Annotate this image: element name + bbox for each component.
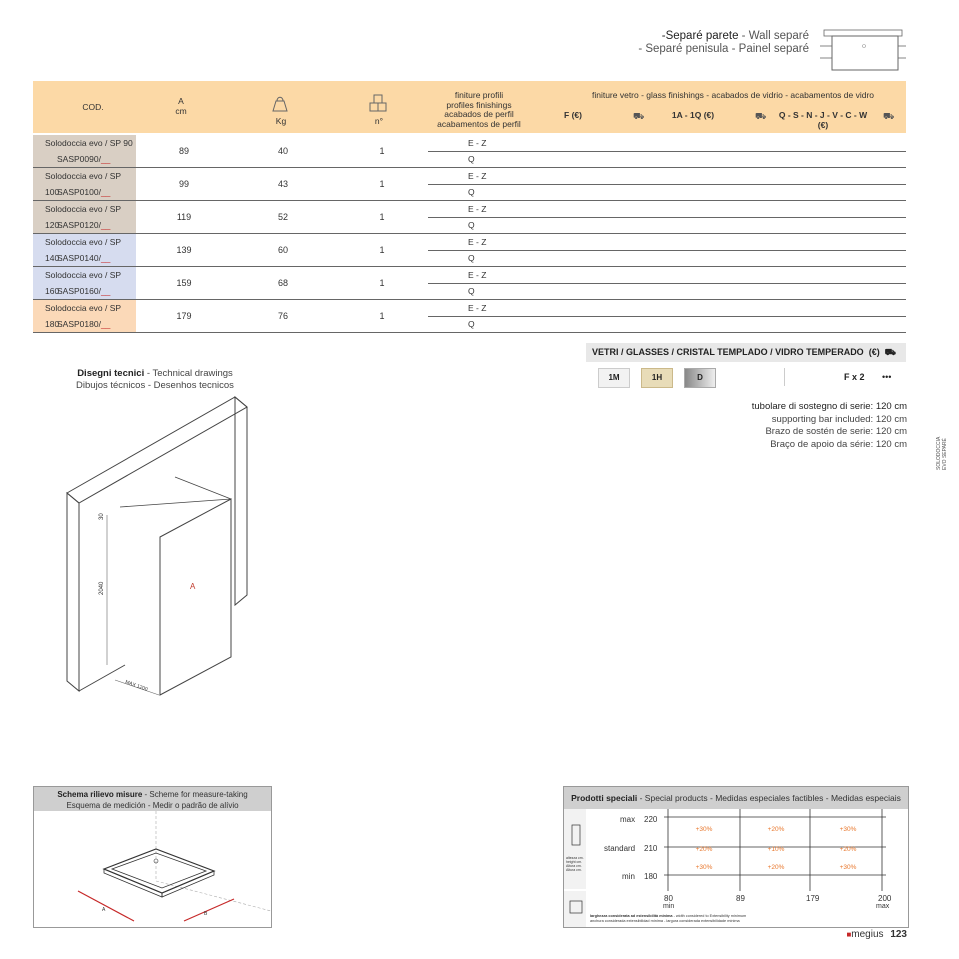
cell-finishings: E - Z Q bbox=[468, 237, 487, 263]
svg-text:+20%: +20% bbox=[695, 846, 713, 853]
table-row: Solodoccia evo / SP 180 SASP0180/__ bbox=[33, 300, 136, 332]
x-tick-200: 200 bbox=[878, 894, 892, 903]
cell-a: 99 bbox=[178, 179, 189, 189]
svg-text:altezza cm.: altezza cm. bbox=[566, 856, 584, 860]
cell-kg: 68 bbox=[277, 278, 288, 288]
cell-finishings: E - Z Q bbox=[468, 303, 487, 329]
svg-text:Altura cm.: Altura cm. bbox=[566, 864, 582, 868]
table-row: Solodoccia evo / SP 160 SASP0160/__ bbox=[33, 267, 136, 299]
truck-icon: ⛟ bbox=[884, 347, 896, 357]
max-label: MAX 1200 bbox=[124, 679, 149, 693]
row-divider bbox=[428, 283, 906, 284]
x-min-label: min bbox=[663, 903, 675, 910]
table-row: Solodoccia evo / SP 120 SASP0120/__ bbox=[33, 201, 136, 233]
drawings-title: Disegni tecnici - Technical drawings Dibujos técnicos - Desenhos tecnicos bbox=[76, 368, 234, 391]
cell-n: 1 bbox=[379, 245, 385, 255]
schema-drawing bbox=[34, 811, 271, 925]
standard-label: standard bbox=[604, 844, 636, 853]
technical-drawing bbox=[55, 395, 260, 700]
cell-kg: 52 bbox=[277, 212, 288, 222]
cell-n: 1 bbox=[379, 146, 385, 156]
max-label: max bbox=[620, 815, 636, 824]
min-label: min bbox=[622, 872, 635, 881]
schema-label-a: A bbox=[102, 907, 106, 913]
cell-a: 139 bbox=[176, 245, 192, 255]
row-divider bbox=[428, 316, 906, 317]
svg-text:+20%: +20% bbox=[767, 826, 785, 833]
brand-name: megius bbox=[851, 929, 884, 940]
cell-n: 1 bbox=[379, 179, 385, 189]
svg-text:height cm.: height cm. bbox=[566, 860, 583, 864]
row-divider bbox=[33, 332, 906, 333]
svg-text:larghezza considerata ad esten: larghezza considerata ad estensibilità minima - width considered to Extensibility minimum bbox=[590, 914, 747, 918]
cell-n: 1 bbox=[379, 212, 385, 222]
col-kg: Kg bbox=[275, 116, 287, 126]
dim-height: 2040 bbox=[99, 581, 105, 595]
svg-text:+30%: +30% bbox=[695, 864, 713, 871]
x-tick-80: 80 bbox=[664, 894, 673, 903]
table-header bbox=[33, 81, 906, 133]
footer bbox=[846, 929, 907, 940]
cell-kg: 40 bbox=[277, 146, 288, 156]
x-max-label: max bbox=[876, 903, 890, 910]
cell-finishings: E - Z Q bbox=[468, 270, 487, 296]
row-divider bbox=[428, 217, 906, 218]
cell-finishings: E - Z Q bbox=[468, 204, 487, 230]
glasses-title: VETRI / GLASSES / CRISTAL TEMPLADO / VIDRO TEMPERADO (€) ⛟ bbox=[586, 343, 906, 362]
col-glass-f: F (€) bbox=[564, 110, 582, 120]
x-tick-179: 179 bbox=[806, 894, 820, 903]
min-value: 180 bbox=[644, 872, 658, 881]
packages-icon bbox=[368, 93, 388, 113]
truck-icon: ⛟ bbox=[755, 111, 767, 121]
glasses-box bbox=[586, 343, 906, 393]
cell-finishings: E - Z Q bbox=[468, 171, 487, 197]
col-cod: COD. bbox=[82, 102, 104, 112]
cell-n: 1 bbox=[379, 278, 385, 288]
special-chart bbox=[564, 809, 908, 927]
more-dots: ••• bbox=[882, 372, 892, 382]
special-title: Prodotti speciali - Special products - Medidas especiales factibles - Medidas especiais bbox=[564, 787, 908, 809]
col-profiles: finiture profili profiles finishings acabados de perfil acabamentos de perfil bbox=[437, 90, 521, 129]
cell-a: 119 bbox=[176, 212, 192, 222]
svg-text:+10%: +10% bbox=[767, 846, 785, 853]
col-glass-title: finiture vetro - glass finishings - acabados de vidrio - acabamentos de vidro bbox=[591, 90, 875, 100]
glass-chip-1h: 1H bbox=[641, 368, 673, 388]
col-n: n° bbox=[374, 116, 384, 126]
row-divider bbox=[428, 250, 906, 251]
cell-kg: 43 bbox=[277, 179, 288, 189]
schema-label-b: B bbox=[204, 911, 208, 917]
header-title bbox=[638, 30, 809, 56]
svg-text:+30%: +30% bbox=[839, 826, 857, 833]
weight-icon bbox=[270, 93, 290, 113]
table-row: Solodoccia evo / SP 90 SASP0090/__ bbox=[33, 135, 136, 167]
cell-a: 89 bbox=[178, 146, 189, 156]
svg-text:+30%: +30% bbox=[839, 864, 857, 871]
measure-schema bbox=[33, 786, 272, 928]
glass-chip-1m: 1M bbox=[598, 368, 630, 388]
cell-finishings: E - Z Q bbox=[468, 138, 487, 164]
table-row: Solodoccia evo / SP 100 SASP0100/__ bbox=[33, 168, 136, 200]
x-tick-89: 89 bbox=[736, 894, 745, 903]
svg-text:+30%: +30% bbox=[695, 826, 713, 833]
page-number: 123 bbox=[890, 929, 907, 940]
cell-kg: 60 bbox=[277, 245, 288, 255]
cell-a: 159 bbox=[176, 278, 192, 288]
brand-logo-icon: ■ bbox=[846, 930, 852, 939]
row-divider bbox=[428, 184, 906, 185]
fx2-label: F x 2 bbox=[844, 372, 865, 382]
table-row: Solodoccia evo / SP 140 SASP0140/__ bbox=[33, 234, 136, 266]
cell-kg: 76 bbox=[277, 311, 288, 321]
col-glass-1a: 1A - 1Q (€) bbox=[671, 110, 715, 120]
dim-top: 30 bbox=[99, 513, 105, 520]
cell-a: 179 bbox=[176, 311, 192, 321]
header-line2: - Separé penisula - Painel separé bbox=[638, 43, 809, 55]
support-bar-info: tubolare di sostegno di serie: 120 cm supporting bar included: 120 cm Brazo de sostén de serie: 120 cm Braço de apoio da série: 120 cm bbox=[751, 401, 907, 450]
svg-text:+20%: +20% bbox=[767, 864, 785, 871]
cell-n: 1 bbox=[379, 311, 385, 321]
header-line1-bold: -Separé parete bbox=[661, 30, 739, 42]
special-products bbox=[563, 786, 909, 928]
truck-icon: ⛟ bbox=[633, 111, 645, 121]
schema-title: Schema rilievo misure - Scheme for measure-taking Esquema de medición - Medir o padrão de alívio bbox=[34, 787, 271, 811]
col-glass-q: Q - S - N - J - V - C - W (€) bbox=[778, 110, 868, 130]
col-a: A cm bbox=[175, 96, 187, 116]
truck-icon: ⛟ bbox=[883, 111, 895, 121]
header-line1-rest: - Wall separé bbox=[738, 30, 809, 42]
standard-value: 210 bbox=[644, 844, 658, 853]
svg-text:+20%: +20% bbox=[839, 846, 857, 853]
wall-separe-icon bbox=[820, 28, 906, 74]
svg-text:anchura considerada extensibil: anchura considerada extensibilidad mínima - largura considerada extensibilidade mínima bbox=[590, 919, 740, 923]
panel-label-a: A bbox=[190, 582, 196, 591]
row-divider bbox=[428, 151, 906, 152]
glass-chip-d: D bbox=[684, 368, 716, 388]
side-label: SOLODOCCIA EVO SEPARÉ bbox=[936, 436, 948, 470]
svg-text:Altura cm.: Altura cm. bbox=[566, 868, 582, 872]
max-value: 220 bbox=[644, 815, 658, 824]
